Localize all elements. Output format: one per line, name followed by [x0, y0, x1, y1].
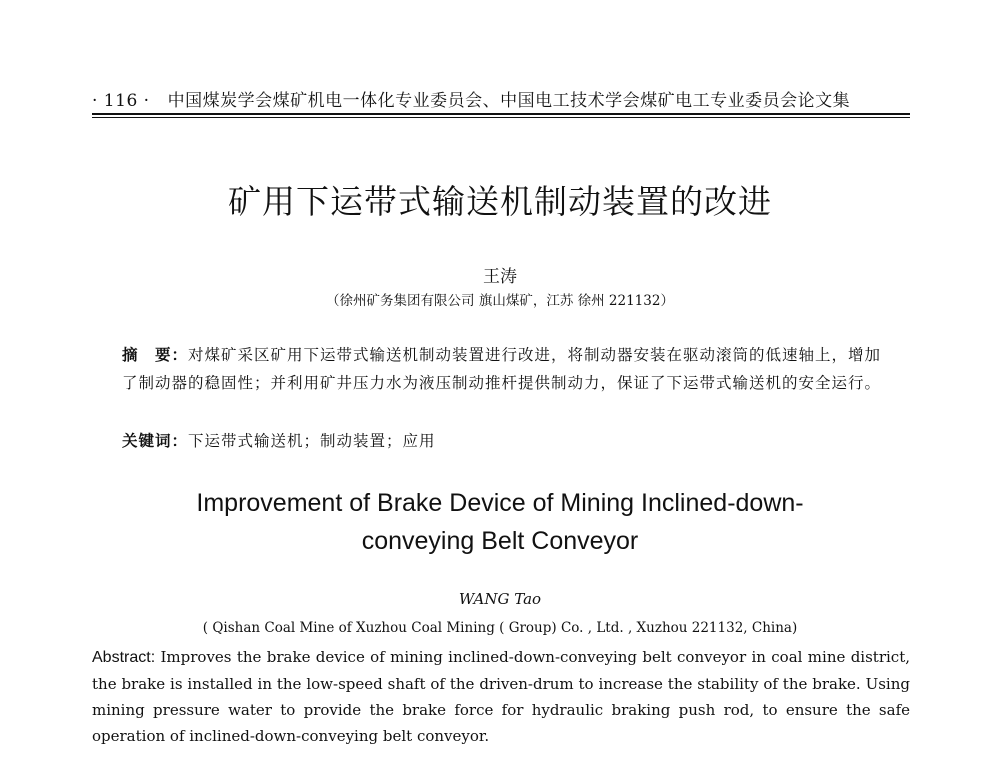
chinese-keywords-label: 关键词： [122, 432, 189, 450]
english-abstract [92, 644, 910, 749]
chinese-author: 王涛 [483, 267, 517, 287]
english-title: Improvement of Brake Device of Mining Inclined-down-conveying Belt Conveyor [196, 489, 804, 555]
english-abstract-label: Abstract: [92, 649, 156, 666]
header-rule [92, 113, 910, 115]
running-header [92, 86, 910, 111]
header-rule-thin [92, 117, 910, 118]
chinese-abstract [122, 341, 882, 397]
running-title: 中国煤炭学会煤矿机电一体化专业委员会、中国电工技术学会煤矿电工专业委员会论文集 [167, 91, 851, 111]
chinese-affiliation: （徐州矿务集团有限公司 旗山煤矿，江苏 徐州 221132） [326, 293, 674, 309]
english-author: WANG Tao [458, 590, 542, 608]
english-affiliation: ( Qishan Coal Mine of Xuzhou Coal Mining ( Group) Co. , Ltd. , Xuzhou 221132, China) [202, 620, 798, 636]
chinese-keywords-text: 下运带式输送机；制动装置；应用 [188, 432, 436, 450]
page-number: · 116 · [92, 91, 150, 111]
english-abstract-text: Improves the brake device of mining inclined-down-conveying belt conveyor in coal mine district, the brake is installed in the low-speed shaft of the driven-drum to increase the stability of the brake. Using mining pressure water to provide the brake force for hydraulic braking push rod, to ensure the safe operation of inclined-down-conveying belt conveyor. [92, 648, 910, 745]
chinese-abstract-label: 摘 要： [122, 346, 189, 364]
chinese-keywords [122, 427, 882, 455]
chinese-abstract-text: 对煤矿采区矿用下运带式输送机制动装置进行改进，将制动器安装在驱动滚筒的低速轴上，增加了制动器的稳固性；并利用矿井压力水为液压制动推杆提供制动力，保证了下运带式输送机的安全运行。 [122, 346, 882, 392]
chinese-title: 矿用下运带式输送机制动装置的改进 [228, 182, 772, 221]
